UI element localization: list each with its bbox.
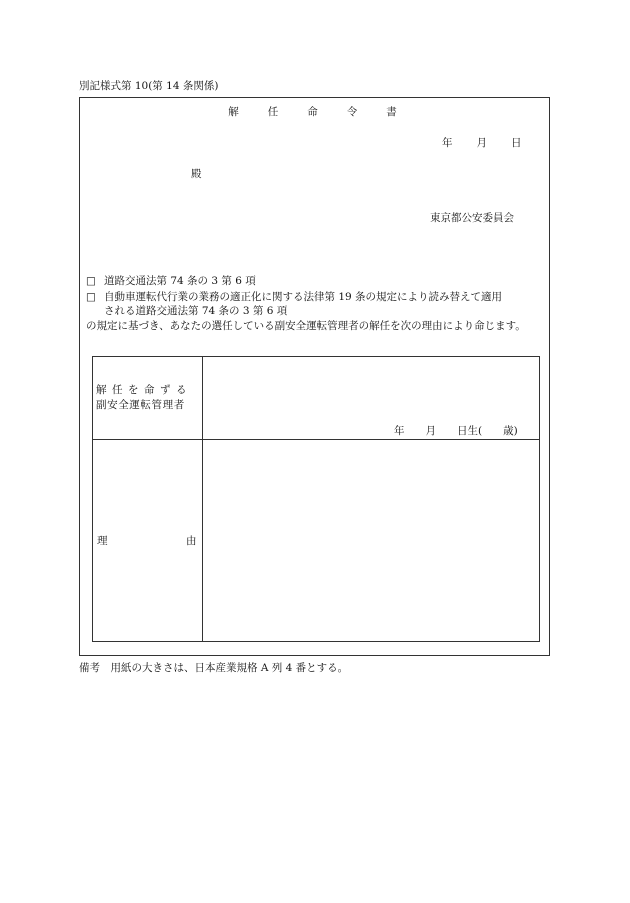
option-1-text: 道路交通法第 74 条の 3 第 6 項 bbox=[104, 275, 256, 287]
option-1 bbox=[86, 275, 256, 289]
table-horizontal-divider bbox=[92, 439, 540, 440]
form-number: 別記様式第 10(第 14 条関係) bbox=[79, 80, 219, 92]
date-day: 日 bbox=[511, 137, 522, 149]
table-vertical-divider bbox=[202, 356, 203, 642]
checkbox-2[interactable]: □ bbox=[86, 291, 96, 303]
date-month: 月 bbox=[476, 137, 487, 149]
issuer-name: 東京都公安委員会 bbox=[430, 212, 514, 224]
label-dismissed-line2: 副安全運転管理者 bbox=[96, 399, 185, 411]
footnote: 備考 用紙の大きさは、日本産業規格 A 列 4 番とする。 bbox=[79, 662, 349, 674]
option-2-text-line1: 自動車運転代行業の業務の適正化に関する法律第 19 条の規定により読み替えて適用 bbox=[104, 291, 503, 303]
label-reason-right: 由 bbox=[186, 535, 197, 547]
document-title: 解任命令書 bbox=[228, 106, 426, 118]
body-text: の規定に基づき、あなたの選任している副安全運転管理者の解任を次の理由により命じます。 bbox=[86, 320, 526, 332]
label-reason-left: 理 bbox=[97, 535, 108, 547]
checkbox-1[interactable]: □ bbox=[86, 275, 96, 287]
addressee-honorific: 殿 bbox=[191, 168, 202, 180]
label-dismissed-line1: 解任を命ずる bbox=[96, 384, 192, 396]
birth-date-field: 年 月 日生( 歳) bbox=[394, 425, 518, 437]
date-line bbox=[442, 137, 522, 151]
option-2-text-line2: される道路交通法第 74 条の 3 第 6 項 bbox=[104, 305, 288, 317]
option-2 bbox=[86, 291, 502, 305]
date-year: 年 bbox=[442, 137, 453, 149]
